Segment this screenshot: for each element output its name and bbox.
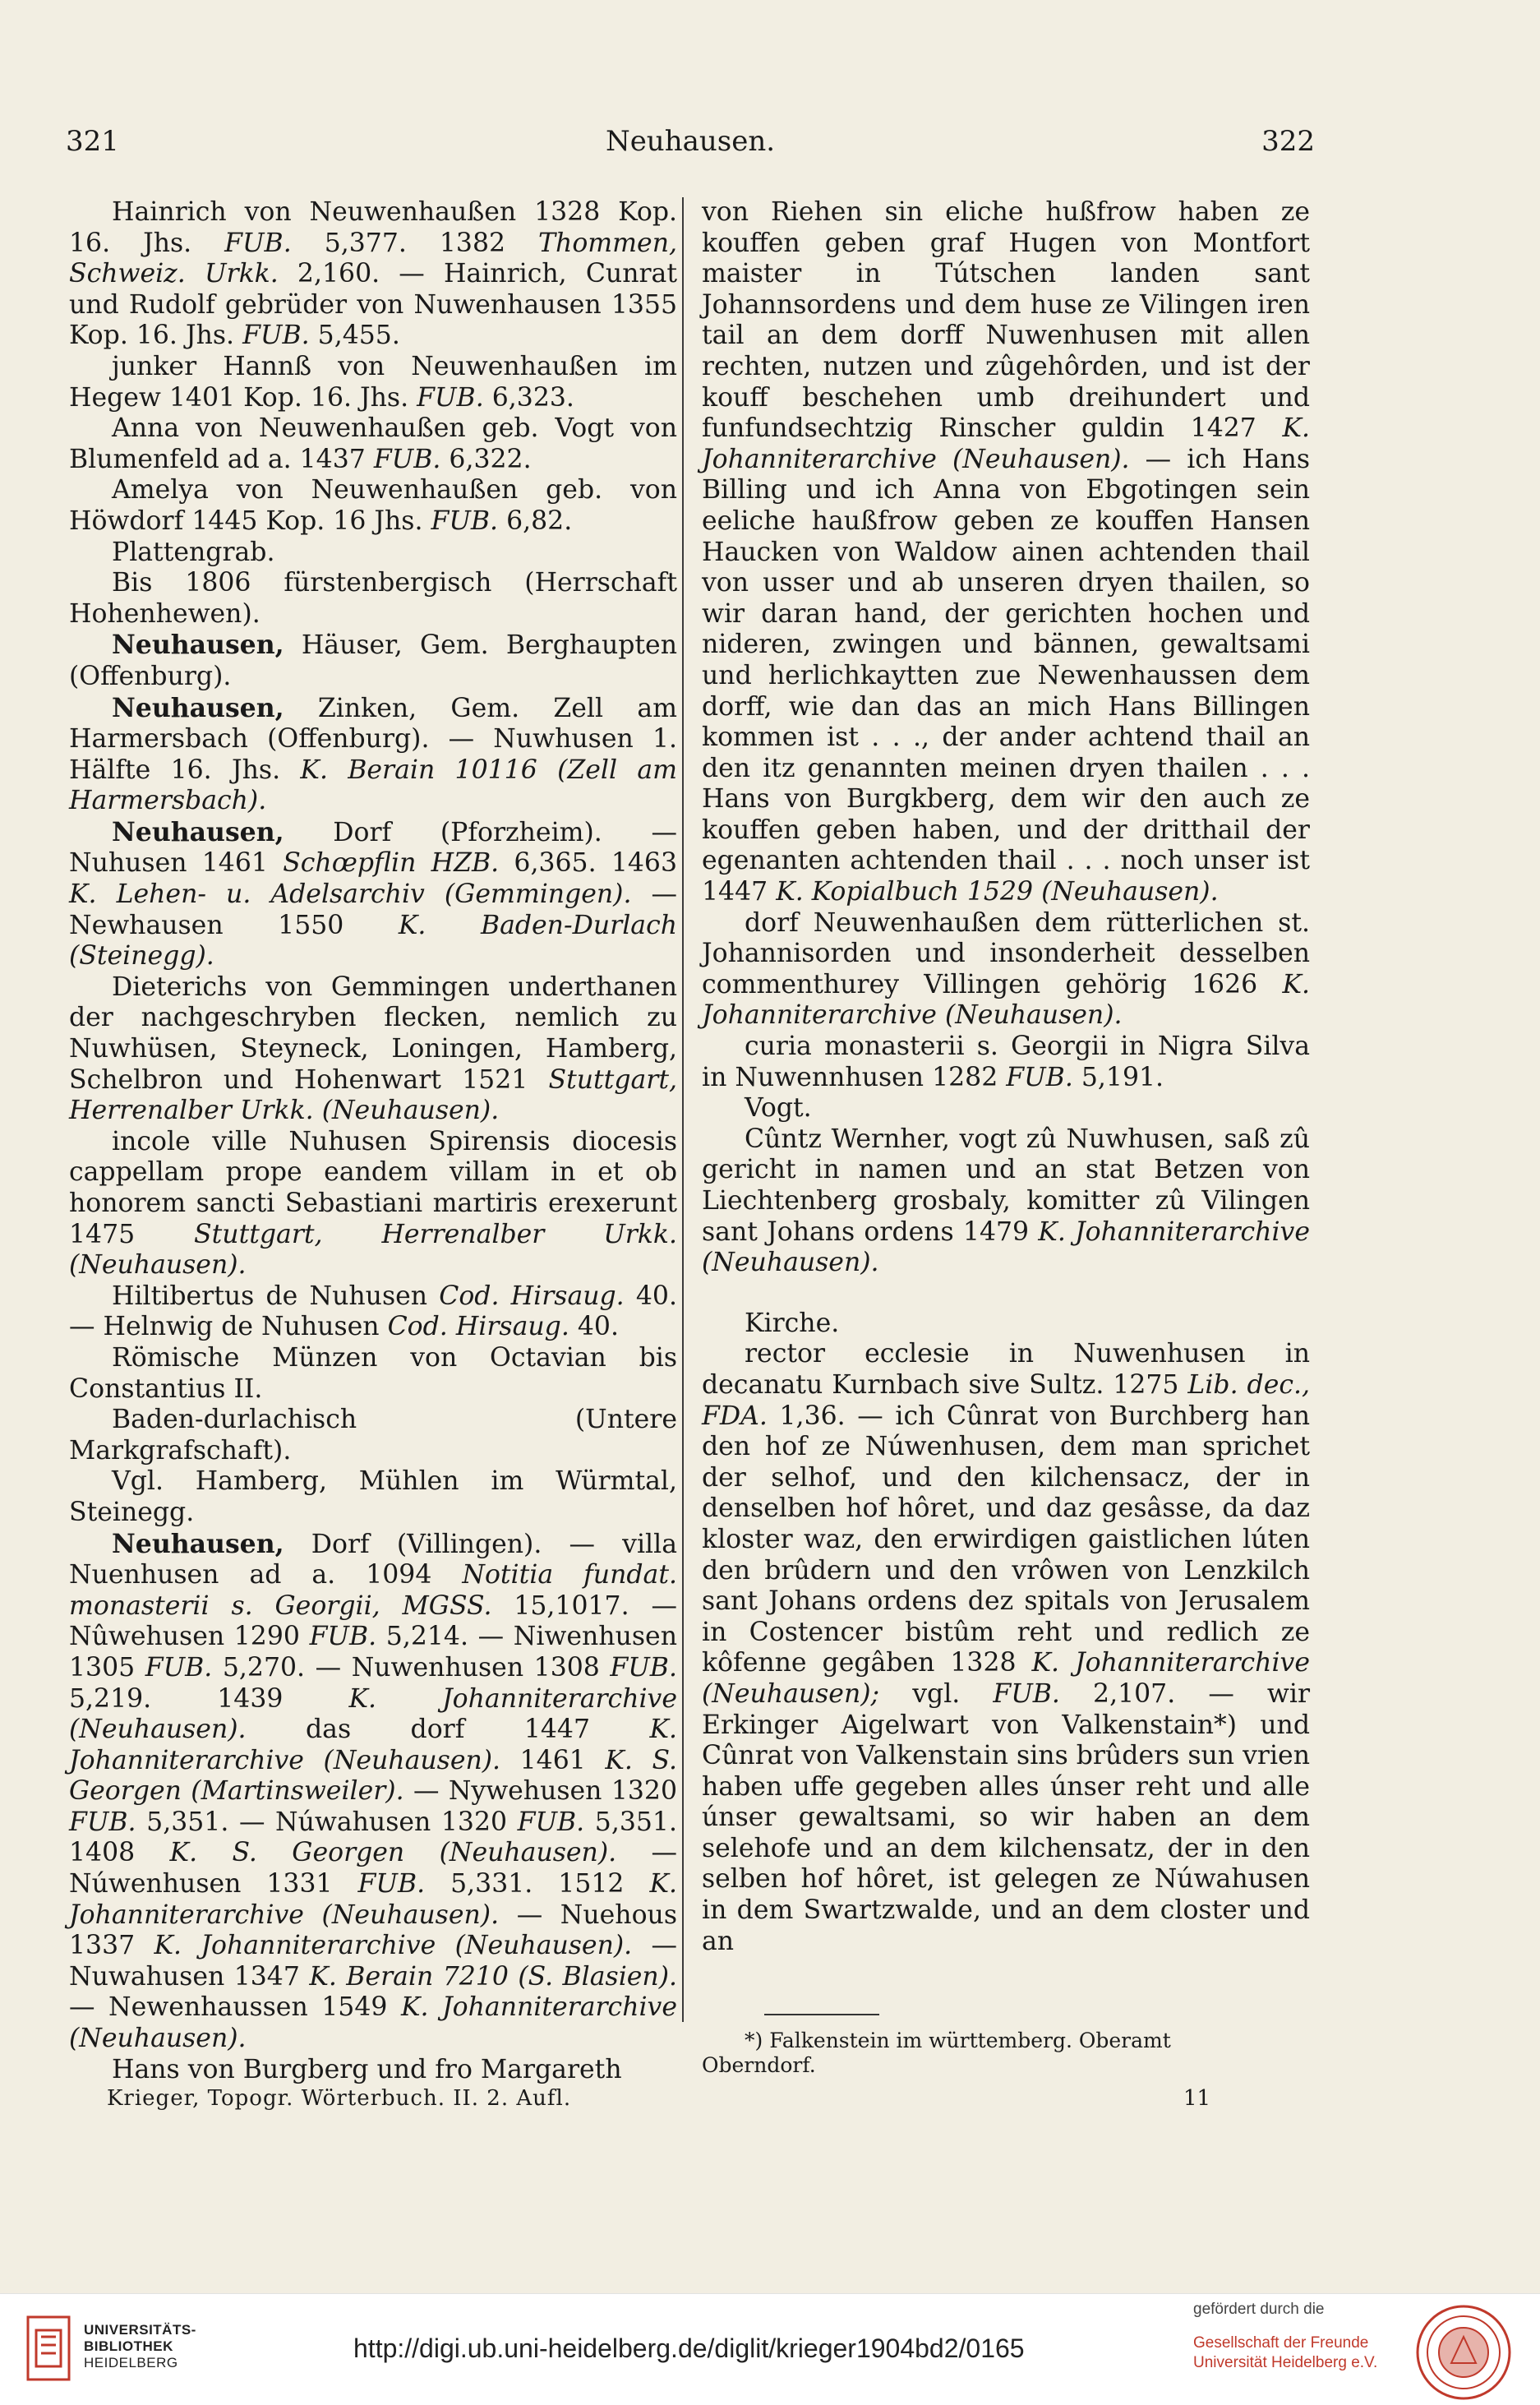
- source-citation: FUB.: [373, 444, 441, 474]
- library-name-line: BIBLIOTHEK: [84, 2338, 173, 2354]
- viewer-footer: [0, 2293, 1540, 2405]
- entry-text: 5,455.: [309, 321, 400, 351]
- library-logo-icon[interactable]: [25, 2314, 72, 2383]
- source-citation: Lib. dec., FDA.: [702, 1369, 1311, 1431]
- source-citation: Schœpflin HZB.: [283, 848, 500, 879]
- paragraph: [69, 817, 677, 972]
- entry-text: 5,377. 1382: [291, 228, 539, 258]
- library-name-line: HEIDELBERG: [84, 2355, 178, 2370]
- sponsor-label: gefördert durch die: [1193, 2301, 1325, 2318]
- entry-text: 5,351. — Núwahusen 1320: [136, 1807, 518, 1837]
- entry-text: dorf Neuwenhaußen dem rütterlichen st. Johannisorden und insonderheit desselben commenthurey Villingen gehörig 1626: [702, 907, 1310, 999]
- source-citation: K. Berain 7210 (S. Blasien).: [309, 1961, 678, 1992]
- entry-text: — ich Hans Billing und ich Anna von Ebgotingen sein eeliche haußfrow geben ze kouffen Hansen Haucken von Waldow ainen achtenden thail von usser und ab unseren dryen thailen, so wir daran hand, der gerichten hochen und nideren, zwingen und bännen, gewaltsami und herlichkaytten zue Newenhaussen dem dorff, wie dan das an mich Hans Billingen kommen ist . . ., der ander achtend thail an den itz genannten meinen dryen thailen . . . Hans von Burgkberg, dem wir den auch ze kouffen geben haben, und der dritthail der egenanten achtenden thail . . . noch unser ist 1447: [702, 444, 1310, 907]
- footnote-line: Oberndorf.: [702, 2053, 816, 2077]
- entry-text: 2,160. — Hainrich, Cunrat und Rudolf gebrüder von Nuwenhausen 1355 Kop. 16. Jhs.: [69, 259, 677, 351]
- sheet-number: 11: [1183, 2086, 1211, 2111]
- entry-text: Hainrich von Neuwenhaußen 1328 Kop. 16. Jhs.: [69, 197, 677, 258]
- footnote: [702, 2029, 1310, 2078]
- entry-text: 5,270. — Nuwenhusen 1308: [212, 1652, 611, 1683]
- source-citation: K. Baden-Durlach (Steinegg).: [69, 910, 677, 972]
- source-citation: K. Johanniterarchive (Neuhausen).: [154, 1931, 633, 1961]
- entry-headword: Neuhausen,: [112, 692, 284, 723]
- entry-headword: Neuhausen,: [112, 1528, 284, 1559]
- entry-text: — Newenhaussen 1549: [69, 1992, 401, 2023]
- paragraph: [69, 352, 677, 413]
- entry-text: 6,365. 1463: [499, 848, 678, 879]
- source-citation: K. Johanniterarchive (Neuhausen).: [69, 1992, 677, 2054]
- paragraph: [69, 1466, 677, 1528]
- entry-text: Vogt.: [745, 1093, 812, 1124]
- entry-text: 5,351. 1408: [69, 1807, 677, 1868]
- entry-text: Anna von Neuwenhaußen geb. Vogt von Blumenfeld ad a. 1437: [69, 413, 677, 474]
- source-citation: K. Berain 10116 (Zell am Harmersbach).: [69, 755, 677, 816]
- entry-text: — Newhausen 1550: [69, 879, 677, 940]
- source-citation: FUB.: [1006, 1062, 1073, 1092]
- entry-headword: Neuhausen,: [112, 630, 284, 661]
- source-citation: FUB.: [224, 228, 292, 258]
- entry-text: Cûntz Wernher, vogt zû Nuwhusen, saß zû gericht in namen und an stat Betzen von Liechtenberg grosbaly, komitter zû Vilingen sant Johans ordens 1479: [702, 1124, 1310, 1247]
- paragraph: [69, 197, 677, 352]
- entry-text: Hans von Burgberg und fro Margareth: [112, 2054, 622, 2084]
- entry-text: Dieterichs von Gemmingen underthanen der nachgeschryben flecken, nemlich zu Nuwhüsen, Steyneck, Loningen, Hamberg, Schelbron und Hohenwart 1521: [69, 972, 677, 1095]
- running-header: [66, 125, 1315, 161]
- source-citation: K. S. Georgen (Neuhausen).: [169, 1838, 617, 1868]
- entry-text: 1461: [500, 1745, 606, 1775]
- entry-text: junker Hannß von Neuwenhaußen im Hegew 1401 Kop. 16. Jhs.: [69, 351, 677, 413]
- source-citation: K. Johanniterarchive (Neuhausen).: [69, 1715, 677, 1775]
- entry-text: Kirche.: [745, 1308, 840, 1338]
- source-citation: FUB.: [517, 1807, 585, 1837]
- page-number-right: 322: [1261, 125, 1315, 158]
- entry-text: Dorf (Pforzheim). — Nuhusen 1461: [69, 817, 677, 879]
- university-seal-icon[interactable]: [1415, 2304, 1512, 2401]
- entry-text: curia monasterii s. Georgii in Nigra Silva in Nuwennhusen 1282: [702, 1032, 1310, 1092]
- entry-text: Vgl. Hamberg, Mühlen im Würmtal, Steinegg.: [69, 1466, 677, 1527]
- paragraph: [69, 1281, 677, 1343]
- column-divider: [682, 197, 684, 2022]
- paragraph: [702, 1032, 1310, 1093]
- entry-text: von Riehen sin eliche hußfrow haben ze kouffen geben graf Hugen von Montfort maister in Tútschen landen sant Johannsordens und dem huse ze Vilingen iren tail an dem dorff Nuwenhusen mit allen rechten, nutzen und zûgehôrden, und ist der kouff beschehen umb dreihundert und funfundsechtzig Rinscher guldin 1427: [702, 197, 1310, 444]
- entry-text: Bis 1806 fürstenbergisch (Herrschaft Hohenhewen).: [69, 568, 677, 629]
- entry-text: 5,331. 1512: [425, 1869, 650, 1900]
- paragraph: [69, 568, 677, 630]
- source-citation: FUB.: [145, 1652, 213, 1683]
- paragraph: [69, 630, 677, 692]
- sponsor-name[interactable]: [1193, 2333, 1377, 2373]
- library-name-line: UNIVERSITÄTS-: [84, 2322, 196, 2338]
- paragraph: [69, 413, 677, 475]
- source-citation: FUB.: [993, 1678, 1060, 1709]
- source-citation: K. Lehen- u. Adelsarchiv (Gemmingen).: [69, 879, 632, 910]
- source-citation: Stuttgart, Herrenalber Urkk. (Neuhausen).: [69, 1219, 677, 1281]
- right-column: [702, 197, 1310, 1957]
- entry-text: Dorf (Villingen). — villa Nuenhusen ad a. 1094: [69, 1529, 677, 1590]
- source-citation: K. S. Georgen (Martinsweiler).: [69, 1745, 677, 1807]
- paragraph: [69, 1529, 677, 2055]
- source-citation: Thommen, Schweiz. Urkk.: [69, 228, 677, 289]
- source-citation: FUB.: [431, 505, 499, 536]
- entry-text: 6,323.: [483, 382, 574, 413]
- entry-text: vgl.: [879, 1678, 994, 1709]
- sponsor-line: Universität Heidelberg e.V.: [1193, 2354, 1378, 2371]
- paragraph: [69, 693, 677, 817]
- source-citation: FUB.: [69, 1807, 136, 1837]
- entry-text: Römische Münzen von Octavian bis Constantius II.: [69, 1342, 677, 1404]
- source-citation: Notitia fundat. monasterii s. Georgii, MGSS.: [69, 1560, 678, 1621]
- paragraph: [69, 475, 677, 537]
- entry-text: rector ecclesie in Nuwenhusen in decanatu Kurnbach sive Sultz. 1275: [702, 1339, 1310, 1400]
- running-title: Neuhausen.: [605, 125, 776, 158]
- source-citation: K. Johanniterarchive (Neuhausen);: [702, 1648, 1310, 1709]
- entry-text: 5,191.: [1072, 1062, 1164, 1092]
- entry-text: incole ville Nuhusen Spirensis diocesis cappellam prope eandem villam in et ob honorem sancti Sebastiani martiris erexerunt 1475: [69, 1126, 677, 1249]
- entry-text: 2,107. — wir Erkinger Aigelwart von Valkenstain*) und Cûnrat von Valkenstain sins brûders sun vrien haben uffe gegeben alles únser reht und alle únser gewaltsami, so wir haben an dem selehofe und an dem kilchensatz, der in den selben hof hôret, ist gelegen ze Núwahusen in dem Swartzwalde, und an dem closter und an: [702, 1678, 1311, 1956]
- left-column: [69, 197, 677, 2085]
- source-citation: Cod. Hirsaug.: [387, 1312, 569, 1342]
- paragraph: [702, 1339, 1310, 1957]
- paragraph: [69, 1405, 677, 1466]
- paragraph: [69, 2055, 677, 2086]
- paragraph: [702, 1309, 1310, 1340]
- footnote-line: *) Falkenstein im württemberg. Oberamt: [745, 2029, 1171, 2052]
- source-citation: FUB.: [309, 1622, 377, 1652]
- entry-text: 1,36. — ich Cûnrat von Burchberg han den hof ze Núwenhusen, dem man sprichet der selhof, und den kilchensacz, der in denselben hof hôret, und daz gesâsse, da daz kloster waz, den erwirdigen gaistlichen lúten den brûdern und den vrôwen von Lenzkilch sant Johans ordens dez spitals von Jerusalem in Costencer bistûm reht und redlich ze kôfenne gegâben 1328: [702, 1401, 1310, 1678]
- entry-headword: Neuhausen,: [112, 816, 284, 847]
- entry-text: Häuser, Gem. Berghaupten (Offenburg).: [69, 630, 677, 691]
- source-citation: K. Johanniterarchive (Neuhausen).: [702, 1216, 1310, 1278]
- permalink-url[interactable]: http://digi.ub.uni-heidelberg.de/diglit/krieger1904bd2/0165: [353, 2333, 1025, 2363]
- sponsor-line: Gesellschaft der Freunde: [1193, 2334, 1369, 2352]
- source-citation: K. Johanniterarchive (Neuhausen).: [702, 969, 1310, 1031]
- source-citation: Cod. Hirsaug.: [439, 1281, 625, 1311]
- entry-text: Plattengrab.: [112, 537, 275, 567]
- entry-text: 15,1017. — Nûwehusen 1290: [69, 1590, 677, 1652]
- entry-text: Zinken, Gem. Zell am Harmersbach (Offenburg). — Nuwhusen 1. Hälfte 16. Jhs.: [69, 693, 677, 785]
- entry-text: das dorf 1447: [246, 1715, 650, 1745]
- source-citation: FUB.: [242, 321, 310, 351]
- source-citation: K. Johanniterarchive (Neuhausen).: [69, 1869, 677, 1930]
- paragraph: [69, 1343, 677, 1405]
- entry-text: 5,219. 1439: [69, 1683, 349, 1714]
- entry-text: — Nuehous 1337: [69, 1900, 677, 1961]
- source-citation: FUB.: [417, 382, 484, 413]
- paragraph: [702, 1124, 1310, 1279]
- entry-text: 40. — Helnwig de Nuhusen: [69, 1281, 677, 1342]
- printer-signature: Krieger, Topogr. Wörterbuch. II. 2. Aufl.: [107, 2086, 572, 2111]
- source-citation: K. Kopialbuch 1529 (Neuhausen).: [776, 877, 1219, 907]
- entry-text: 6,82.: [498, 505, 573, 536]
- paragraph: [702, 197, 1310, 908]
- entry-text: — Nuwahusen 1347: [69, 1931, 677, 1992]
- library-name[interactable]: [84, 2322, 196, 2371]
- entry-text: Amelya von Neuwenhaußen geb. von Höwdorf 1445 Kop. 16 Jhs.: [69, 475, 677, 536]
- paragraph: [69, 538, 677, 569]
- entry-text: — Nywehusen 1320: [403, 1776, 677, 1807]
- source-citation: FUB.: [357, 1869, 426, 1900]
- source-citation: K. Johanniterarchive (Neuhausen).: [69, 1683, 677, 1745]
- source-citation: K. Johanniterarchive (Neuhausen).: [702, 413, 1310, 474]
- source-citation: FUB.: [610, 1652, 677, 1683]
- footnote-rule: [764, 2014, 879, 2015]
- paragraph: [69, 1127, 677, 1281]
- paragraph: [69, 972, 677, 1127]
- source-citation: Stuttgart, Herrenalber Urkk. (Neuhausen).: [69, 1064, 677, 1126]
- paragraph: [702, 1093, 1310, 1124]
- paragraph: [702, 908, 1310, 1032]
- entry-text: 40.: [569, 1312, 619, 1342]
- entry-text: 5,214. — Niwenhusen 1305: [69, 1622, 677, 1683]
- entry-text: Baden-durlachisch (Untere Markgrafschaft).: [69, 1405, 677, 1466]
- entry-text: 6,322.: [440, 444, 532, 474]
- page-number-left: 321: [66, 125, 119, 158]
- entry-text: Hiltibertus de Nuhusen: [112, 1281, 440, 1311]
- entry-text: — Núwenhusen 1331: [69, 1838, 677, 1900]
